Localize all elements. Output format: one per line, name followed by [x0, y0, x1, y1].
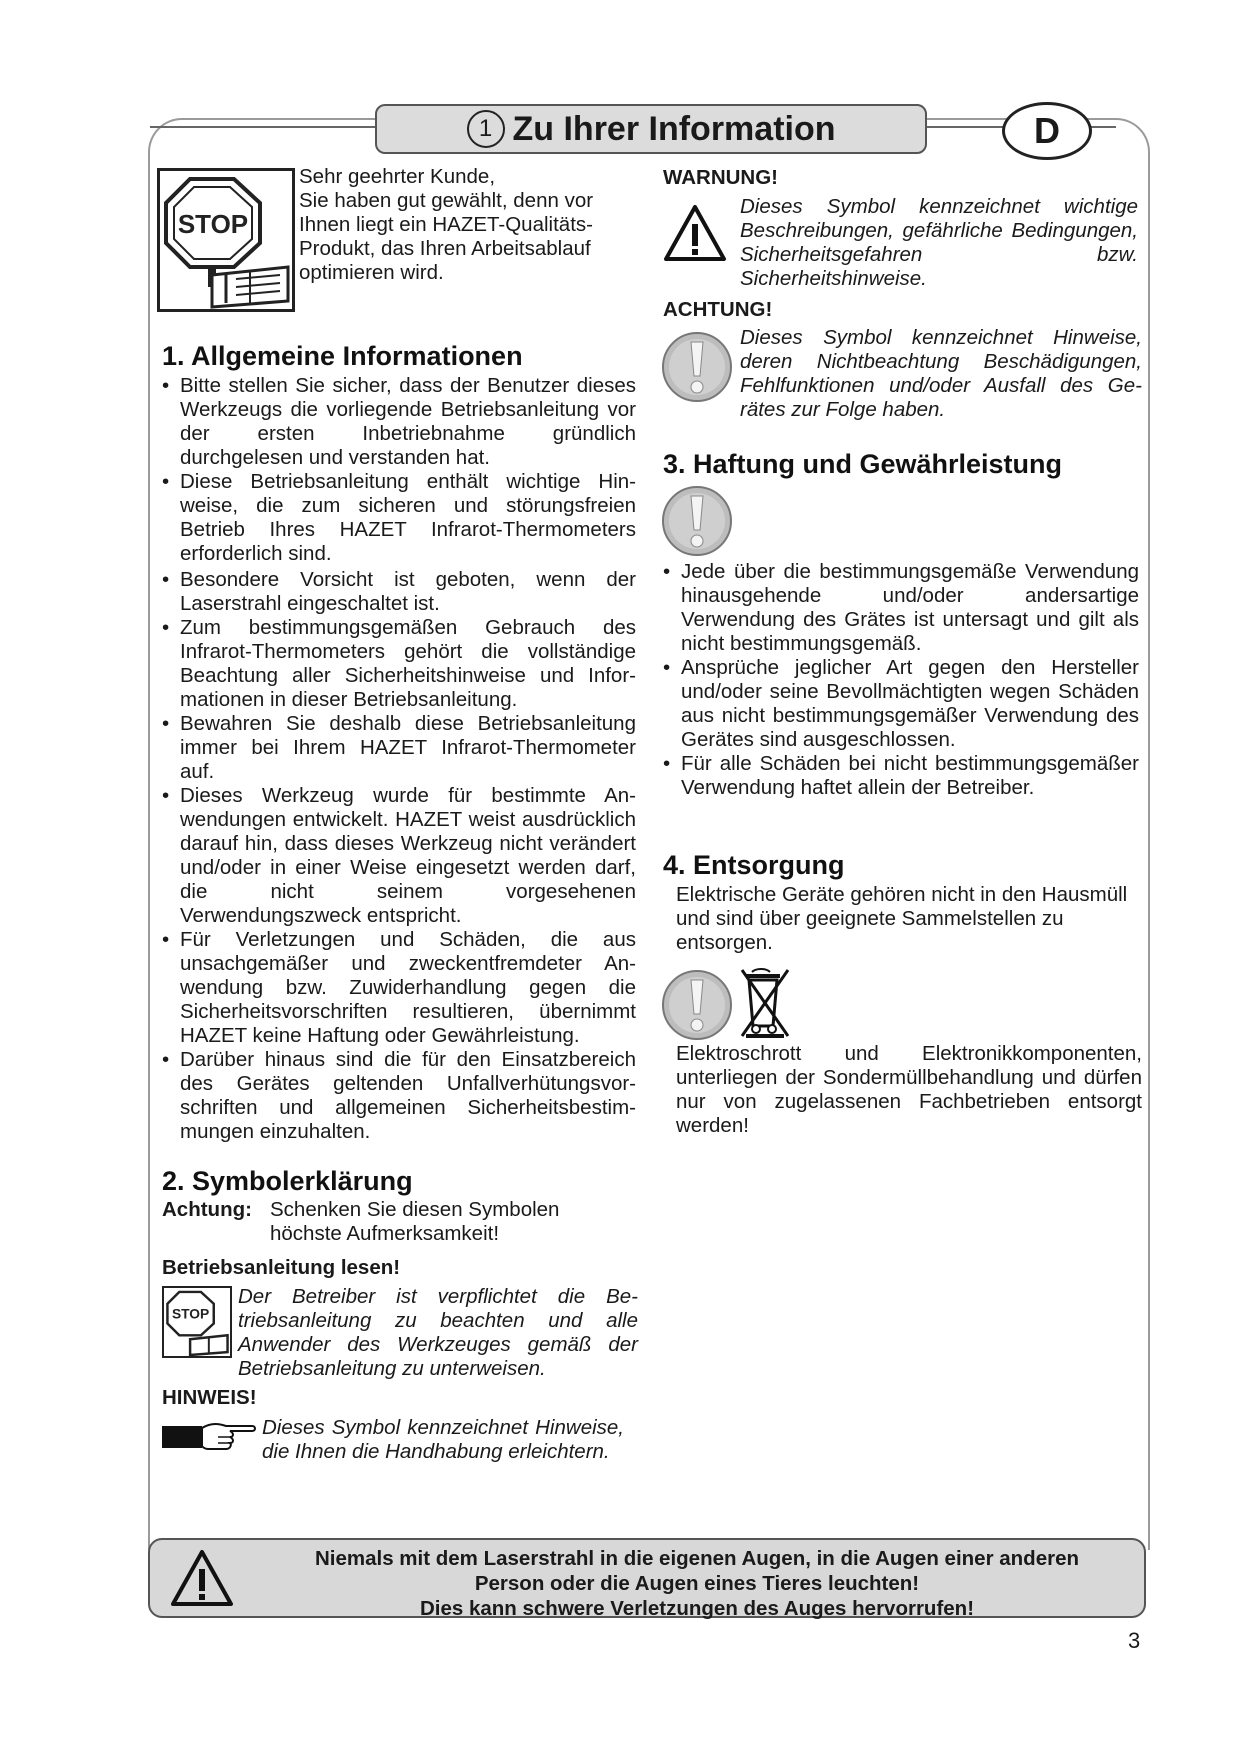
intro-text [299, 165, 639, 285]
hinweis-label: HINWEIS! [162, 1386, 257, 1409]
header-line-mid [922, 126, 1004, 128]
laser-warning-line: Dies kann schwere Verletzungen des Auges hervorrufen! [419, 1597, 975, 1620]
achtung-symbol-text: Dieses Symbol kennzeichnet Hinweise, deren Nichtbeachtung Beschädigungen, Fehlfunktionen und/oder Ausfall des Gerätes zur Folge haben. [740, 326, 1142, 421]
list-item: • Darüber hinaus sind die für den Einsatzbereich des Gerätes geltenden Unfallverhütungsvorschriften und allgemeinen Sicherheitsbestimmungen einzuhalten. [162, 1048, 636, 1144]
intro-line: optimieren wird. [299, 261, 444, 284]
achtung-text-line: höchste Aufmerksamkeit! [270, 1222, 500, 1245]
stop-book-icon [157, 168, 295, 312]
list-item: • Besondere Vorsicht ist geboten, wenn der Laserstrahl eingeschaltet ist. [162, 568, 636, 616]
page-title: Zu Ihrer Information [512, 109, 836, 148]
svg-text:STOP: STOP [171, 1306, 210, 1322]
section1-list [162, 374, 636, 1144]
section4-text1: Elektrische Geräte gehören nicht in den Hausmüll und sind über geeignete Sammelstellen zu entsorgen. [676, 883, 1128, 954]
laser-warning-bar [148, 1538, 1146, 1618]
section-title-box [375, 104, 927, 154]
section4-text2: Elektroschrott und Elektronikkomponenten, unterliegen der Sondermüllbehandlung und dürfen nur von zugelassenen Fachbetrieben entsorgt werden! [676, 1042, 1142, 1137]
list-item: • Bewahren Sie deshalb diese Betriebsanleitung immer bei Ihrem HAZET Infrarot-Thermometer auf. [162, 712, 636, 784]
warning-triangle-icon [663, 204, 727, 262]
list-item: • Für alle Schäden bei nicht bestimmungsgemäßer Verwendung haftet allein der Betreiber. [663, 752, 1139, 800]
section3-heading: 3. Haftung und Gewährleistung [663, 449, 1063, 479]
manual-text: Der Betreiber ist verpflichtet die Betriebsanleitung zu beachten und alle Anwender des Werkzeuges gemäß der Betriebsanleitung zu unterweisen. [238, 1285, 638, 1380]
list-item: • Ansprüche jeglicher Art gegen den Hersteller und/oder seine Bevollmächtigten wegen Schäden aus nicht bestimmungsgemäßer Verwendung des Gerätes sind ausgeschlossen. [663, 656, 1139, 752]
intro-line: Sehr geehrter Kunde, [299, 165, 496, 188]
manual-label: Betriebsanleitung lesen! [162, 1256, 401, 1279]
warning-triangle-icon [170, 1549, 234, 1607]
laser-warning-line: Person oder die Augen eines Tieres leuchten! [474, 1572, 920, 1595]
svg-text:STOP: STOP [177, 209, 249, 239]
stop-book-small-icon [162, 1286, 232, 1358]
section3-list [663, 560, 1139, 800]
page-number: 3 [1128, 1628, 1141, 1653]
achtung-label: Achtung: [162, 1198, 252, 1221]
list-item: • Dieses Werkzeug wurde für bestimmte Anwendungen entwickelt. HAZET weist ausdrücklich darauf hin, dass dieses Werkzeug nicht verändert und/oder in einer Weise eingesetzt werden darf, die nicht seinem vorgesehenen Verwendungszweck entspricht. [162, 784, 636, 928]
intro-line: Sie haben gut gewählt, denn vor [299, 189, 594, 212]
achtung-text [270, 1198, 650, 1246]
warnung-label: WARNUNG! [663, 166, 779, 189]
laser-warning-text [260, 1546, 1134, 1621]
list-item: • Jede über die bestimmungsgemäße Verwendung hinausgehende und/oder andersartige Verwendung des Grätes ist untersagt und gilt als nicht bestimmungsgemäß. [663, 560, 1139, 656]
exclamation-circle-icon [660, 484, 734, 558]
section-number: 1 [467, 110, 505, 148]
exclamation-circle-icon [660, 330, 734, 404]
achtung-symbol-label: ACHTUNG! [663, 298, 773, 321]
intro-line: Ihnen liegt ein HAZET-Qualitäts- [299, 213, 593, 236]
achtung-text-line: Schenken Sie diesen Symbolen [270, 1198, 560, 1221]
section1-heading: 1. Allgemeine Informationen [162, 341, 523, 371]
section2-heading: 2. Symbolerklärung [162, 1166, 413, 1196]
list-item: • Bitte stellen Sie sicher, dass der Benutzer dieses Werkzeugs die vorliegende Betriebsanleitung vor der ersten Inbetriebnahme gründlich durchgelesen und verstanden hat. [162, 374, 636, 470]
warnung-text: Dieses Symbol kennzeichnet wichtige Beschreibungen, gefährliche Bedingungen, Sicherheitsgefahren bzw. Sicherheitshinweise. [740, 195, 1138, 290]
intro-line: Produkt, das Ihren Arbeitsablauf [299, 237, 591, 260]
crossed-bin-icon [736, 966, 794, 1040]
laser-warning-line: Niemals mit dem Laserstrahl in die eigenen Augen, in die Augen einer anderen [314, 1547, 1079, 1570]
list-item: • Diese Betriebsanleitung enthält wichtige Hinweise, die zum sicheren und störungsfreien Betrieb Ihres HAZET Infrarot-Thermometers erforderlich sind. [162, 470, 636, 566]
pointing-hand-icon [160, 1418, 256, 1454]
exclamation-circle-icon [660, 968, 734, 1042]
header-line-left [150, 126, 376, 128]
language-badge: D [1002, 102, 1092, 160]
list-item: • Zum bestimmungsgemäßen Gebrauch des Infrarot-Thermometers gehört die vollständige Beachtung aller Sicherheitshinweise und Informationen in dieser Betriebsanleitung. [162, 616, 636, 712]
hinweis-text: Dieses Symbol kennzeichnet Hinweise, die Ihnen die Handhabung erleichtern. [262, 1416, 624, 1463]
section4-heading: 4. Entsorgung [663, 850, 845, 880]
list-item: • Für Verletzungen und Schäden, die aus unsachgemäßer und zweckentfremdeter Anwendung bzw. Zuwiderhandlung gegen die Sicherheitsvorschriften resultieren, übernimmt HAZET keine Haftung oder Gewährleistung. [162, 928, 636, 1048]
